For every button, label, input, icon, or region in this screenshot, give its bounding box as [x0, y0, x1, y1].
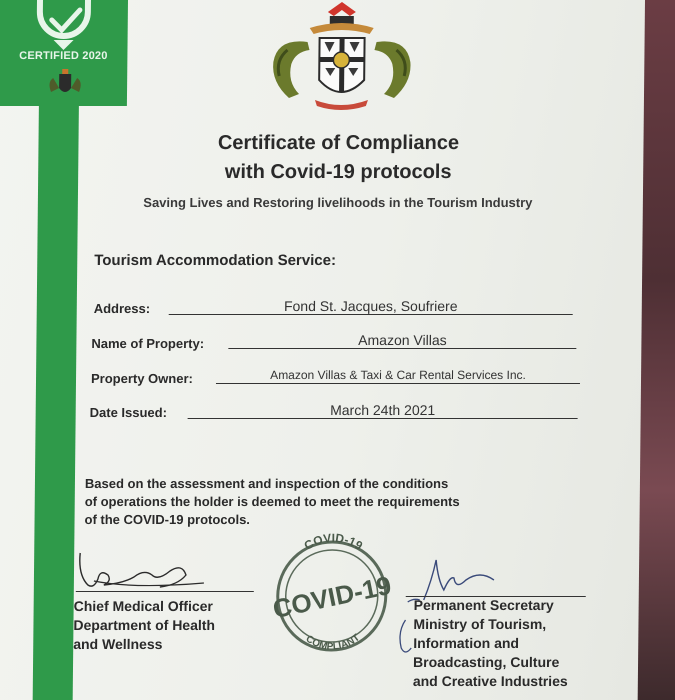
statement-line-3: of the COVID-19 protocols. — [84, 512, 251, 527]
signature-left — [74, 545, 225, 595]
badge-label: CERTIFIED 2020 — [19, 50, 108, 62]
signatory-left-line-1: Chief Medical Officer — [73, 598, 214, 614]
signatory-right-line-2: Ministry of Tourism, — [413, 616, 547, 632]
subtitle: Saving Lives and Restoring livelihoods in the Tourism Industry — [143, 195, 533, 210]
covid-compliant-stamp — [261, 532, 402, 662]
signatory-left-line-3: and Wellness — [73, 636, 163, 652]
property-label: Name of Property: — [91, 336, 205, 351]
date-value: March 24th 2021 — [188, 402, 578, 419]
mini-crest-icon — [45, 68, 85, 100]
signatory-left — [73, 597, 215, 654]
statement-line-1: Based on the assessment and inspection of the conditions — [84, 476, 449, 491]
stamp-main-text: COVID-19 — [270, 569, 394, 625]
green-stripe — [33, 100, 79, 700]
stamp-bottom-text: COMPLIANT — [303, 632, 363, 653]
signatory-right-line-4: Broadcasting, Culture — [412, 654, 560, 670]
title-line-1: Certificate of Compliance — [217, 132, 460, 154]
stamp-top-text: COVID-19 — [301, 532, 366, 553]
signatory-right — [413, 596, 569, 691]
compliance-statement — [84, 475, 555, 529]
property-value: Amazon Villas — [228, 332, 576, 349]
title-line-2: with Covid-19 protocols — [224, 161, 452, 183]
date-label: Date Issued: — [89, 405, 168, 420]
signatory-right-line-1: Permanent Secretary — [413, 597, 554, 613]
statement-line-2: of operations the holder is deemed to meet the requirements — [84, 494, 460, 509]
section-heading: Tourism Accommodation Service: — [94, 252, 337, 269]
certified-badge — [0, 0, 128, 106]
signatory-right-line-5: and Creative Industries — [412, 673, 568, 689]
signatory-right-line-3: Information and — [413, 635, 520, 651]
svg-text:COMPLIANT — [303, 632, 362, 652]
address-label: Address: — [93, 301, 151, 316]
address-value: Fond St. Jacques, Soufriere — [169, 298, 573, 315]
signature-line-left — [76, 591, 254, 592]
coat-of-arms — [269, 2, 415, 114]
signatory-left-line-2: Department of Health — [73, 617, 216, 633]
owner-label: Property Owner: — [90, 371, 193, 386]
location-check-icon — [0, 0, 128, 50]
owner-value: Amazon Villas & Taxi & Car Rental Services Inc. — [216, 367, 580, 384]
